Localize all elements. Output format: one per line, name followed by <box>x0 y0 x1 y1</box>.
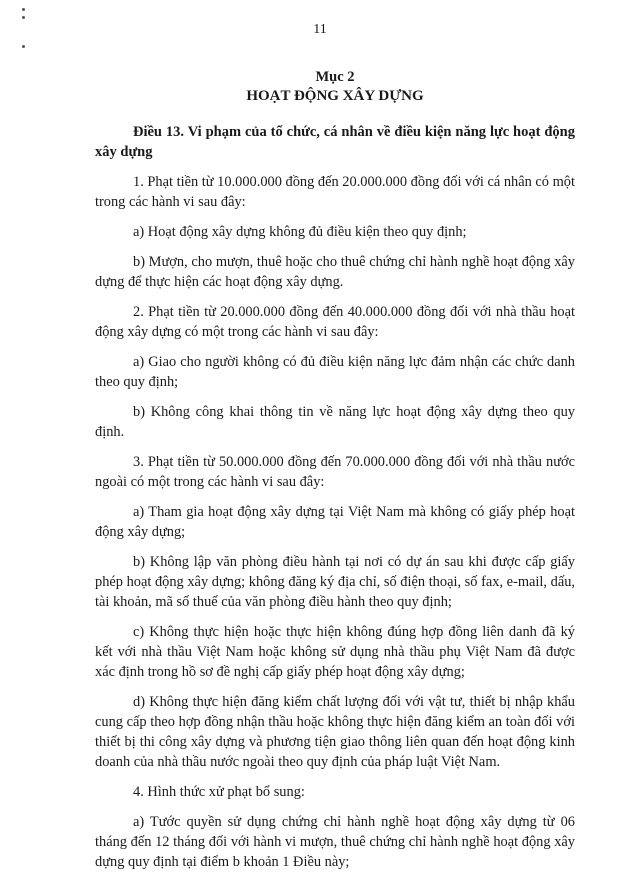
paragraph: d) Không thực hiện đăng kiểm chất lượng đối với vật tư, thiết bị nhập khẩu cung cấp theo hợp đồng nhận thầu hoặc không thực hiện đăng kiểm an toàn đối với thiết bị thi công xây dựng và phương tiện giao thông liên quan đến hoạt động kinh doanh của nhà thầu nước ngoài theo quy định của pháp luật Việt Nam. <box>95 694 575 770</box>
page-number: 11 <box>313 22 327 37</box>
paragraph: c) Không thực hiện hoặc thực hiện không đúng hợp đồng liên danh đã ký kết với nhà thầu Việt Nam hoặc không sử dụng nhà thầu phụ Việt Nam đã được xác định trong hồ sơ đề nghị cấp giấy phép hoạt động xây dựng; <box>95 624 575 680</box>
scan-mark <box>22 45 25 48</box>
paragraph: a) Hoạt động xây dựng không đủ điều kiện theo quy định; <box>133 224 467 240</box>
paragraph: a) Tước quyền sử dụng chứng chỉ hành nghề hoạt động xây dựng từ 06 tháng đến 12 tháng đối với hành vi mượn, thuê chứng chỉ hành nghề hoạt động xây dựng quy định tại điểm b khoản 1 Điều này; <box>95 814 575 870</box>
paragraph: a) Giao cho người không có đủ điều kiện năng lực đảm nhận các chức danh theo quy định; <box>95 354 575 390</box>
paragraph: a) Tham gia hoạt động xây dựng tại Việt Nam mà không có giấy phép hoạt động xây dựng; <box>95 504 575 540</box>
document-body <box>95 68 575 882</box>
paragraph: 2. Phạt tiền từ 20.000.000 đồng đến 40.000.000 đồng đối với nhà thầu hoạt động xây dựng có một trong các hành vi sau đây: <box>95 304 575 340</box>
paragraph: b) Không lập văn phòng điều hành tại nơi có dự án sau khi được cấp giấy phép hoạt động xây dựng; không đăng ký địa chỉ, số điện thoại, số fax, e-mail, dấu, tài khoản, mã số thuế của văn phòng điều hành theo quy định; <box>95 554 575 610</box>
section-number: Mục 2 <box>315 69 355 85</box>
paragraph: 1. Phạt tiền từ 10.000.000 đồng đến 20.000.000 đồng đối với cá nhân có một trong các hành vi sau đây: <box>95 174 575 210</box>
paragraph: 4. Hình thức xử phạt bổ sung: <box>133 784 305 800</box>
paragraph: b) Mượn, cho mượn, thuê hoặc cho thuê chứng chỉ hành nghề hoạt động xây dựng để thực hiện các hoạt động xây dựng. <box>95 254 575 290</box>
paragraph: 3. Phạt tiền từ 50.000.000 đồng đến 70.000.000 đồng đối với nhà thầu nước ngoài có một trong các hành vi sau đây: <box>95 454 575 490</box>
scan-mark <box>22 8 25 11</box>
scan-mark <box>22 16 25 19</box>
article-heading: Điều 13. Vi phạm của tổ chức, cá nhân về điều kiện năng lực hoạt động xây dựng <box>95 124 575 160</box>
paragraph: b) Không công khai thông tin về năng lực hoạt động xây dựng theo quy định. <box>95 404 575 440</box>
section-title: HOẠT ĐỘNG XÂY DỰNG <box>246 88 424 104</box>
